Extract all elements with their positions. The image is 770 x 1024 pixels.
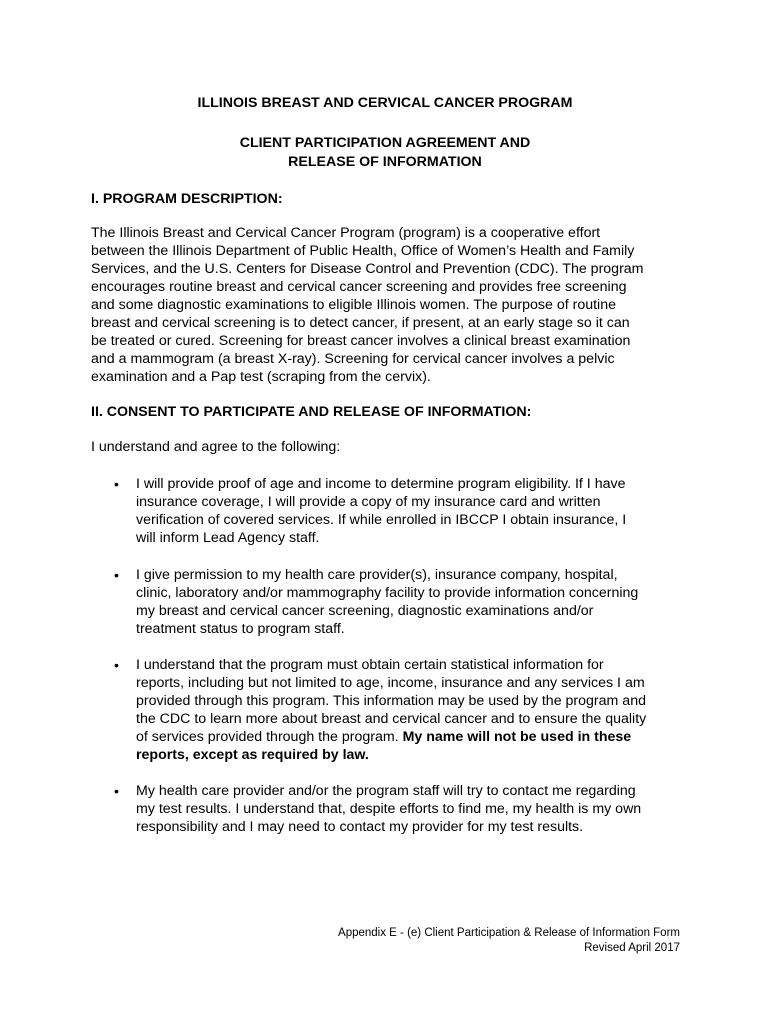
bullet-line: my breast and cervical cancer screening, diagnostic examinations and/or — [136, 603, 594, 619]
bullet-line: will inform Lead Agency staff. — [136, 530, 320, 546]
privacy-notice-bold: reports, except as required by law. — [136, 747, 369, 763]
agreement-intro: I understand and agree to the following: — [91, 439, 341, 455]
paragraph-line: breast and cervical screening is to detect cancer, if present, at an early stage so it can — [91, 315, 630, 331]
bullet-marker: • — [114, 567, 119, 583]
form-title-line-2: RELEASE OF INFORMATION — [288, 154, 482, 170]
bullet-line — [136, 746, 696, 764]
program-description-paragraph — [91, 224, 691, 386]
bullet-item-permission-to-share — [136, 566, 696, 638]
bullet-marker: • — [114, 476, 119, 492]
form-title-line-1: CLIENT PARTICIPATION AGREEMENT AND — [239, 135, 531, 151]
paragraph-line: and some diagnostic examinations to eligible Illinois women. The purpose of routine — [91, 297, 616, 313]
bullet-line: I understand that the program must obtain certain statistical information for — [136, 657, 604, 673]
paragraph-line: encourages routine breast and cervical cancer screening and provides free screening — [91, 279, 627, 295]
footer-revision-date: Revised April 2017 — [584, 942, 680, 954]
program-title: ILLINOIS BREAST AND CERVICAL CANCER PROGRAM — [197, 95, 573, 111]
bullet-marker: • — [114, 657, 119, 673]
bullet-line — [136, 728, 696, 746]
bullet-item-proof-of-eligibility — [136, 475, 696, 547]
bullet-line: clinic, laboratory and/or mammography facility to provide information concerning — [136, 585, 639, 601]
bullet-line: reports, including but not limited to age, income, insurance and any services I am — [136, 675, 645, 691]
bullet-line: my test results. I understand that, despite efforts to find me, my health is my own — [136, 801, 642, 817]
bullet-line: responsibility and I may need to contact my provider for my test results. — [136, 819, 584, 835]
bullet-line: My health care provider and/or the program staff will try to contact me regarding — [136, 783, 636, 799]
bullet-line: treatment status to program staff. — [136, 621, 345, 637]
paragraph-line: and a mammogram (a breast X-ray). Screening for cervical cancer involves a pelvic — [91, 351, 615, 367]
bullet-line: I will provide proof of age and income to determine program eligibility. If I have — [136, 476, 626, 492]
privacy-notice-bold: My name will not be used in these — [402, 729, 632, 745]
bullet-line: I give permission to my health care provider(s), insurance company, hospital, — [136, 567, 618, 583]
paragraph-line: examination and a Pap test (scraping from the cervix). — [91, 369, 431, 385]
paragraph-line: The Illinois Breast and Cervical Cancer Program (program) is a cooperative effort — [91, 225, 601, 241]
footer-form-name: Appendix E - (e) Client Participation & Release of Information Form — [338, 927, 680, 939]
bullet-line: the CDC to learn more about breast and cervical cancer and to ensure the quality — [136, 711, 647, 727]
bullet-marker: • — [114, 783, 119, 799]
paragraph-line: between the Illinois Department of Public Health, Office of Women’s Health and Family — [91, 243, 635, 259]
bullet-line: provided through this program. This information may be used by the program and — [136, 693, 646, 709]
section-2-heading: II. CONSENT TO PARTICIPATE AND RELEASE OF INFORMATION: — [91, 404, 532, 420]
paragraph-line: be treated or cured. Screening for breast cancer involves a clinical breast examination — [91, 333, 631, 349]
bullet-line-text: of services provided through the program. — [136, 729, 403, 745]
paragraph-line: Services, and the U.S. Centers for Disease Control and Prevention (CDC). The program — [91, 261, 644, 277]
section-1-heading: I. PROGRAM DESCRIPTION: — [91, 191, 283, 207]
bullet-line: verification of covered services. If while enrolled in IBCCP I obtain insurance, I — [136, 512, 627, 528]
bullet-item-test-results-contact — [136, 782, 696, 836]
bullet-item-statistical-information — [136, 656, 696, 764]
bullet-line: insurance coverage, I will provide a copy of my insurance card and written — [136, 494, 601, 510]
